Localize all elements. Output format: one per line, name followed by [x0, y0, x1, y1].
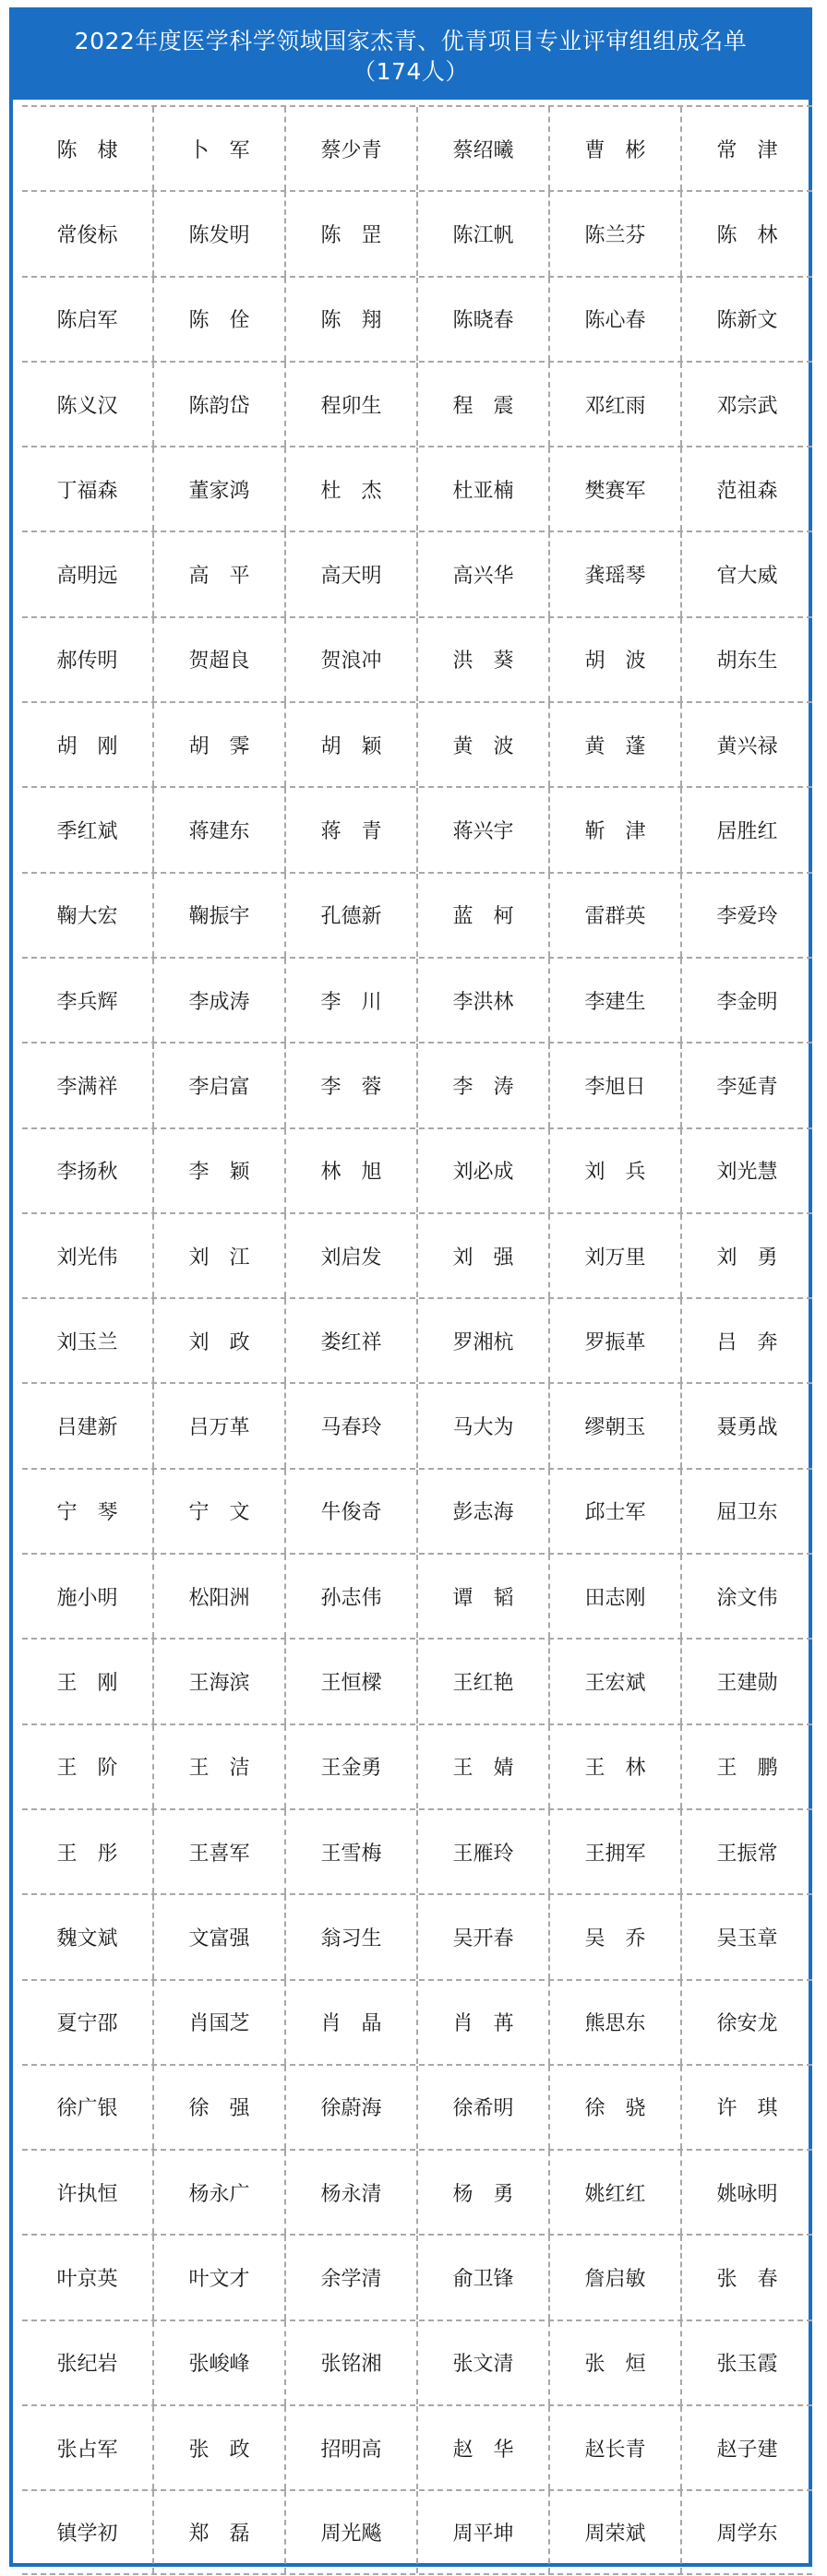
member-name-cell: 蒋 青 — [284, 788, 416, 871]
member-name-cell: 娄红祥 — [284, 1299, 416, 1382]
member-name-cell: 王喜军 — [152, 1810, 284, 1893]
member-name-cell: 林 旭 — [284, 1129, 416, 1212]
member-name-cell: 邱士军 — [548, 1470, 680, 1553]
member-name-cell: 王振常 — [680, 1810, 812, 1893]
member-name-cell: 赵长青 — [548, 2406, 680, 2489]
table-row — [22, 1808, 812, 1893]
member-name-cell: 夏宁邵 — [56, 2012, 118, 2036]
member-name-cell: 孙志伟 — [284, 1555, 416, 1638]
member-name-cell: 王 彤 — [56, 1842, 118, 1866]
member-name-cell: 李扬秋 — [56, 1161, 118, 1185]
member-name-cell: 李旭日 — [548, 1044, 680, 1127]
table-row — [22, 701, 812, 786]
table-row — [22, 1297, 812, 1382]
member-name-cell: 俞卫锋 — [416, 2236, 548, 2319]
member-name-cell: 王 洁 — [152, 1725, 284, 1808]
member-name-cell: 胡 波 — [548, 618, 680, 701]
member-name-cell: 余学清 — [284, 2236, 416, 2319]
member-name-cell: 居胜红 — [680, 788, 812, 871]
member-name-cell: 吴玉章 — [680, 1895, 812, 1978]
member-name-cell: 程 震 — [416, 363, 548, 446]
member-name-cell: 宁 琴 — [56, 1501, 118, 1525]
member-name-cell: 李成涛 — [152, 959, 284, 1042]
member-name-cell: 姚红红 — [548, 2151, 680, 2234]
table-row — [22, 2489, 812, 2574]
member-name-cell: 叶京英 — [56, 2268, 118, 2292]
page-subtitle-count: （174人） — [353, 58, 469, 85]
member-name-cell: 翁习生 — [284, 1895, 416, 1978]
member-name-cell: 丁福森 — [56, 479, 118, 503]
member-name-cell: 谭 韬 — [416, 1555, 548, 1638]
member-name-cell: 田志刚 — [548, 1555, 680, 1638]
member-name-cell: 高兴华 — [416, 532, 548, 615]
member-name-cell: 张占军 — [56, 2438, 118, 2462]
member-name-cell: 王 刚 — [56, 1671, 118, 1695]
member-name-cell: 马大为 — [416, 1384, 548, 1467]
member-name-cell: 王雁玲 — [416, 1810, 548, 1893]
member-name-cell: 陈新文 — [680, 278, 812, 361]
table-row — [22, 1382, 812, 1467]
member-name-cell: 李建生 — [548, 959, 680, 1042]
member-name-cell: 文富强 — [152, 1895, 284, 1978]
member-name-cell: 吕 奔 — [680, 1299, 812, 1382]
member-name-cell: 李启富 — [152, 1044, 284, 1127]
member-name-cell: 胡 颖 — [284, 703, 416, 786]
member-name-cell: 王拥军 — [548, 1810, 680, 1893]
member-name-cell: 陈 佺 — [152, 278, 284, 361]
member-name-cell: 宁 文 — [152, 1470, 284, 1553]
member-name-cell: 王金勇 — [284, 1725, 416, 1808]
member-name-cell: 李爱玲 — [680, 874, 812, 957]
member-name-cell: 胡 霁 — [152, 703, 284, 786]
member-name-cell: 张 春 — [680, 2236, 812, 2319]
table-row — [22, 616, 812, 701]
member-name-cell: 雷群英 — [548, 874, 680, 957]
member-name-cell: 魏文斌 — [56, 1926, 118, 1950]
member-name-cell: 镇学初 — [56, 2522, 118, 2546]
member-name-cell: 李满祥 — [56, 1075, 118, 1099]
member-name-cell: 王 婧 — [416, 1725, 548, 1808]
member-name-cell: 牛俊奇 — [284, 1470, 416, 1553]
member-name-cell: 洪 葵 — [416, 618, 548, 701]
member-name-cell: 黄 波 — [416, 703, 548, 786]
member-name-cell: 蒋兴宇 — [416, 788, 548, 871]
table-row — [22, 1638, 812, 1723]
member-name-cell: 周学东 — [680, 2491, 812, 2572]
member-name-cell: 杨永广 — [152, 2151, 284, 2234]
member-name-cell: 刘玉兰 — [56, 1330, 118, 1354]
member-name-cell: 靳 津 — [548, 788, 680, 871]
member-name-cell: 蔡绍曦 — [416, 107, 548, 190]
member-name-cell: 陈 棣 — [56, 138, 118, 162]
member-name-cell: 肖 苒 — [416, 1981, 548, 2064]
member-name-cell: 张峻峰 — [152, 2321, 284, 2404]
member-name-cell: 卜 军 — [152, 107, 284, 190]
member-name-cell: 陈义汉 — [56, 394, 118, 418]
member-name-cell: 刘 政 — [152, 1299, 284, 1382]
member-name-cell: 徐广银 — [56, 2097, 118, 2121]
member-name-cell: 许执恒 — [56, 2182, 118, 2206]
table-row — [22, 786, 812, 871]
member-name-cell: 刘光伟 — [56, 1246, 118, 1270]
member-name-cell: 李洪林 — [416, 959, 548, 1042]
table-row — [22, 1212, 812, 1297]
member-name-cell: 王红艳 — [416, 1640, 548, 1723]
member-name-cell: 李金明 — [680, 959, 812, 1042]
member-name-cell: 王 林 — [548, 1725, 680, 1808]
member-name-cell: 施小明 — [56, 1586, 118, 1610]
member-name-cell: 张 政 — [152, 2406, 284, 2489]
table-row — [22, 1042, 812, 1127]
member-name-cell: 王 鹏 — [680, 1725, 812, 1808]
member-name-cell: 徐 骁 — [548, 2066, 680, 2149]
member-name-cell: 马春玲 — [284, 1384, 416, 1467]
name-list-frame — [9, 7, 812, 2567]
member-name-cell: 邓宗武 — [680, 363, 812, 446]
member-name-cell: 刘必成 — [416, 1129, 548, 1212]
member-name-cell: 高 平 — [152, 532, 284, 615]
member-name-cell: 黄兴禄 — [680, 703, 812, 786]
member-name-cell: 季红斌 — [56, 820, 118, 844]
member-name-cell: 杜亚楠 — [416, 447, 548, 531]
member-name-cell: 刘 兵 — [548, 1129, 680, 1212]
member-name-cell: 周平坤 — [416, 2491, 548, 2572]
member-name-cell: 许 琪 — [680, 2066, 812, 2149]
table-row — [22, 2404, 812, 2489]
member-name-cell: 刘万里 — [548, 1214, 680, 1297]
member-name-cell: 邓红雨 — [548, 363, 680, 446]
member-name-cell: 罗湘杭 — [416, 1299, 548, 1382]
member-name-cell: 陈 罡 — [284, 192, 416, 275]
member-name-cell: 詹启敏 — [548, 2236, 680, 2319]
member-name-cell: 高天明 — [284, 532, 416, 615]
member-name-cell: 陈 翔 — [284, 278, 416, 361]
page-title: 2022年度医学科学领域国家杰青、优青项目专业评审组组成名单 — [74, 28, 748, 54]
member-name-cell: 陈兰芬 — [548, 192, 680, 275]
member-name-cell: 陈韵岱 — [152, 363, 284, 446]
member-name-cell: 常 津 — [680, 107, 812, 190]
member-name-cell: 张玉霞 — [680, 2321, 812, 2404]
table-row — [22, 2064, 812, 2149]
member-name-cell: 刘 勇 — [680, 1214, 812, 1297]
table-row — [22, 190, 812, 275]
member-name-cell: 陈晓春 — [416, 278, 548, 361]
member-name-cell: 王海滨 — [152, 1640, 284, 1723]
table-row — [22, 446, 812, 531]
member-name-cell: 董家鸿 — [152, 447, 284, 531]
table-row — [22, 1468, 812, 1553]
member-name-cell: 周荣斌 — [548, 2491, 680, 2572]
table-row — [22, 1893, 812, 1978]
member-name-cell: 罗振革 — [548, 1299, 680, 1382]
member-name-cell: 曹 彬 — [548, 107, 680, 190]
member-name-cell: 陈 林 — [680, 192, 812, 275]
table-row — [22, 957, 812, 1042]
member-name-cell: 赵子建 — [680, 2406, 812, 2489]
member-name-cell: 刘光慧 — [680, 1129, 812, 1212]
member-name-cell: 熊思东 — [548, 1981, 680, 2064]
member-name-cell: 聂勇战 — [680, 1384, 812, 1467]
table-row — [22, 2149, 812, 2234]
member-name-cell: 涂文伟 — [680, 1555, 812, 1638]
member-name-cell: 李 川 — [284, 959, 416, 1042]
member-name-cell: 李 涛 — [416, 1044, 548, 1127]
member-name-cell: 龚瑶琴 — [548, 532, 680, 615]
table-row — [22, 1127, 812, 1212]
member-name-cell: 范祖森 — [680, 447, 812, 531]
member-name-cell: 陈心春 — [548, 278, 680, 361]
member-name-cell: 蒋建东 — [152, 788, 284, 871]
member-name-cell: 刘 强 — [416, 1214, 548, 1297]
table-row — [22, 2234, 812, 2319]
member-name-cell: 徐希明 — [416, 2066, 548, 2149]
member-name-cell: 张铭湘 — [284, 2321, 416, 2404]
member-name-cell: 徐 强 — [152, 2066, 284, 2149]
table-row — [22, 361, 812, 446]
member-name-cell: 陈发明 — [152, 192, 284, 275]
table-row — [22, 872, 812, 957]
member-name-cell: 樊赛军 — [548, 447, 680, 531]
member-name-cell: 程卯生 — [284, 363, 416, 446]
member-name-cell: 常俊标 — [56, 223, 118, 247]
member-name-cell: 陈启军 — [56, 309, 118, 333]
member-name-cell: 周光飚 — [284, 2491, 416, 2572]
member-name-cell: 赵 华 — [416, 2406, 548, 2489]
member-name-cell: 肖 晶 — [284, 1981, 416, 2064]
name-grid — [22, 105, 812, 2575]
member-name-cell: 郝传明 — [56, 650, 118, 674]
member-name-cell: 王宏斌 — [548, 1640, 680, 1723]
member-name-cell: 姚咏明 — [680, 2151, 812, 2234]
title-banner — [13, 11, 809, 100]
member-name-cell: 彭志海 — [416, 1470, 548, 1553]
member-name-cell: 杨永清 — [284, 2151, 416, 2234]
table-row — [22, 105, 812, 190]
member-name-cell: 贺浪冲 — [284, 618, 416, 701]
member-name-cell: 陈江帆 — [416, 192, 548, 275]
member-name-cell: 胡 刚 — [56, 734, 118, 758]
member-name-cell: 屈卫东 — [680, 1470, 812, 1553]
member-name-cell: 孔德新 — [284, 874, 416, 957]
member-name-cell: 吴 乔 — [548, 1895, 680, 1978]
member-name-cell: 李延青 — [680, 1044, 812, 1127]
member-name-cell: 高明远 — [56, 565, 118, 589]
member-name-cell: 李 蓉 — [284, 1044, 416, 1127]
table-row — [22, 531, 812, 615]
member-name-cell: 王雪梅 — [284, 1810, 416, 1893]
member-name-cell: 李 颖 — [152, 1129, 284, 1212]
table-row — [22, 1553, 812, 1638]
table-row — [22, 276, 812, 361]
member-name-cell: 徐蔚海 — [284, 2066, 416, 2149]
member-name-cell: 王建勋 — [680, 1640, 812, 1723]
member-name-cell: 招明高 — [284, 2406, 416, 2489]
member-name-cell: 张文清 — [416, 2321, 548, 2404]
member-name-cell: 李兵辉 — [56, 990, 118, 1014]
member-name-cell: 王 阶 — [56, 1757, 118, 1781]
member-name-cell: 张纪岩 — [56, 2353, 118, 2377]
member-name-cell: 刘 江 — [152, 1214, 284, 1297]
member-name-cell: 鞠大宏 — [56, 905, 118, 929]
member-name-cell: 吕万革 — [152, 1384, 284, 1467]
member-name-cell: 叶文才 — [152, 2236, 284, 2319]
table-row — [22, 2320, 812, 2404]
member-name-cell: 贺超良 — [152, 618, 284, 701]
member-name-cell: 王恒樑 — [284, 1640, 416, 1723]
member-name-cell: 肖国芝 — [152, 1981, 284, 2064]
member-name-cell: 刘启发 — [284, 1214, 416, 1297]
member-name-cell: 松阳洲 — [152, 1555, 284, 1638]
member-name-cell: 蓝 柯 — [416, 874, 548, 957]
member-name-cell: 官大威 — [680, 532, 812, 615]
member-name-cell: 黄 蓬 — [548, 703, 680, 786]
member-name-cell: 杜 杰 — [284, 447, 416, 531]
member-name-cell: 郑 磊 — [152, 2491, 284, 2572]
table-row — [22, 1979, 812, 2064]
member-name-cell: 张 烜 — [548, 2321, 680, 2404]
member-name-cell: 吴开春 — [416, 1895, 548, 1978]
member-name-cell: 吕建新 — [56, 1416, 118, 1440]
member-name-cell: 杨 勇 — [416, 2151, 548, 2234]
member-name-cell: 缪朝玉 — [548, 1384, 680, 1467]
member-name-cell: 徐安龙 — [680, 1981, 812, 2064]
member-name-cell: 胡东生 — [680, 618, 812, 701]
member-name-cell: 蔡少青 — [284, 107, 416, 190]
table-row — [22, 1723, 812, 1808]
member-name-cell: 鞠振宇 — [152, 874, 284, 957]
